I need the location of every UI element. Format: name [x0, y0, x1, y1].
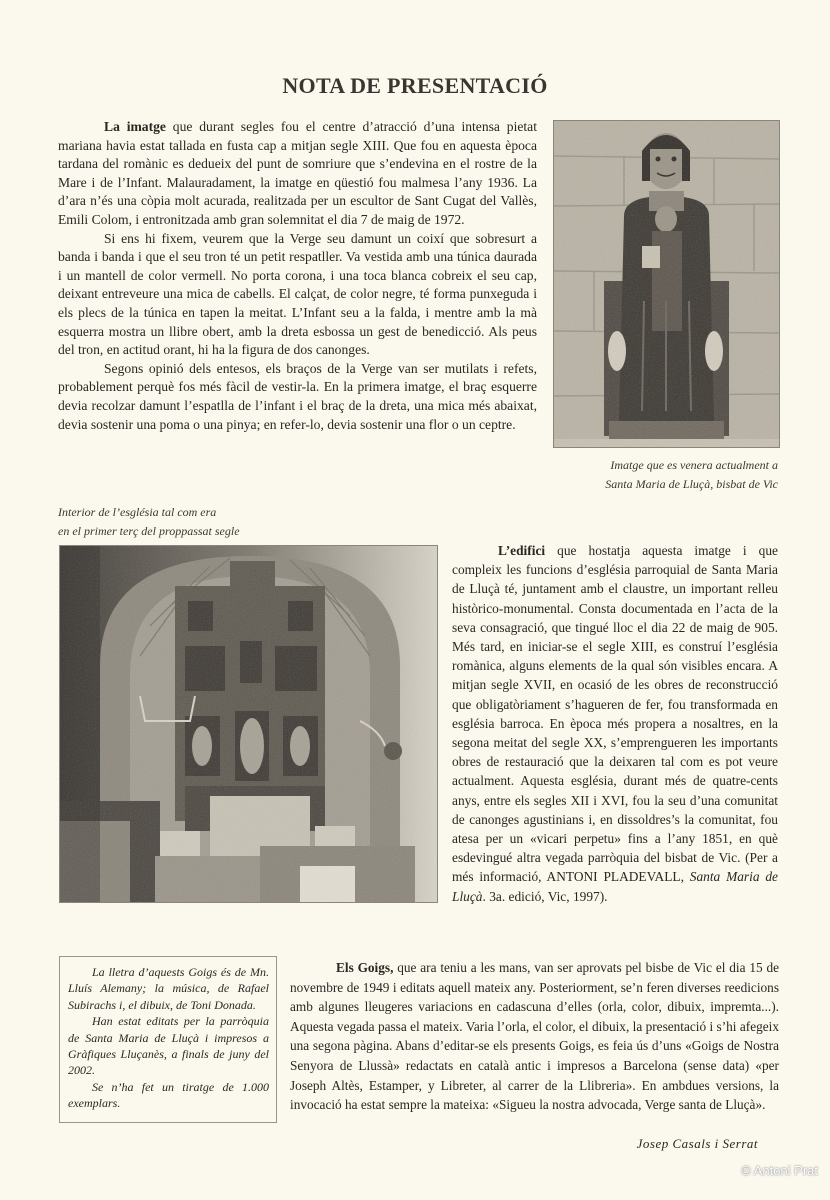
- credits-paragraph-2: Han estat editats per la parròquia de Santa Maria de Lluçà i impresos a Gràfiques Lluçanès, a finals de juny del 2002.: [68, 1014, 269, 1078]
- image-paragraph-2: Si ens hi fixem, veurem que la Verge seu damunt un coixí que sobresurt a banda i banda i que el seu tron té un petit respatller. Va vestida amb una túnica daurada i un mantell de color vermell. No porta corona, i una toca blanca cobreix el seu cap, deixant entreveure una mica de cabells. El calçat, de color negre, té forma punxeguda i els plecs de la túnica en tapen la meitat. L’Infant seu a la falda, i mentre amb la mà esquerra mostra un llibre obert, amb la dreta esbossa un gest de benedicció. Als peus del tron, en actitud orant, hi ha la figura de dos canonges.: [58, 230, 537, 358]
- lead-bold: La imatge: [104, 119, 166, 134]
- church-photo-caption: Interior de l’església tal com era en el primer terç del proppassat segle: [58, 505, 240, 538]
- church-interior-photo: [59, 545, 438, 903]
- building-paragraph: L’edifici que hostatja aquesta imatge i que compleix les funcions d’església parroquial de Santa Maria de Lluçà té, juntament amb el claustre, un important relleu històrico-monumental. Consta documentada en l’acta de la seva consagració, que tingué lloc el dia 22 de maig de 905. Més tard, en iniciar-se el segle XIII, es construí l’església romànica, alguns elements de la qual són visibles encara. A mitjan segle XVII, en ocasió de les obres de reconstrucció que obligatòriament s’hagueren de fer, fou transformada en església barroca. En època més propera a nosaltres, en la segona meitat del segle XX, s’emprengueren les importants obres de restauració que la deixaren tal com es pot veure actualment. Aquesta església, durant més de quatre-cents anys, entre els segles XII i XVI, fou la seu d’una comunitat de canonges agustinians i, en dissoldres’s la comunitat, fou atesa per un «vicari perpetu» fins a l’any 1851, en què esdevingué altra vegada parròquia del bisbat de Vic. (Per a més informació, ANTONI PLADEVALL, Santa Maria de Lluçà. 3a. edició, Vic, 1997).: [452, 543, 778, 904]
- image-section: [58, 118, 537, 434]
- copyright-watermark: © Antoni Prat: [741, 1163, 818, 1178]
- page-title: NOTA DE PRESENTACIÓ: [282, 72, 548, 98]
- lead-bold: L’edifici: [498, 543, 546, 558]
- image-paragraph-1: La imatge que durant segles fou el centre d’atracció d’una intensa pietat mariana havia estat tallada en fusta cap a mitjan segle XIII. Que fou en aquesta època tardana del romànic es dedueix del punt de somriure que s’endevina en el rostre de la Mare i de l’Infant. Malauradament, la imatge en qüestió fou malmesa l’any 1936. La d’ara n’és una còpia molt acurada, realitzada per un escultor de Sant Cugat del Vallès, Emili Colom, i entronitzada amb gran solemnitat el dia 7 de maig de 1972.: [58, 119, 537, 227]
- image-paragraph-3: Segons opinió dels entesos, els braços de la Verge van ser mutilats i refets, probablement perquè fos més fàcil de vestir-la. En la primera imatge, el braç esquerre devia recolzar damunt l’espatlla de l’infant i el braç de la dreta, una mica més abaixat, devia sostenir una poma o una pinya; en refer-lo, devia sostenir una flor o un ceptre.: [58, 360, 537, 432]
- lead-bold: Els Goigs,: [336, 960, 394, 975]
- book-title: Santa Maria de Lluçà: [452, 869, 778, 904]
- credits-box: [59, 956, 277, 1123]
- author-signature: Josep Casals i Serrat: [636, 1136, 758, 1151]
- credits-paragraph-1: La lletra d’aquests Goigs és de Mn. Lluís Alemany; la música, de Rafael Subirachs i, el dibuix, de Toni Donada.: [68, 965, 269, 1012]
- building-section: [452, 541, 778, 906]
- virgin-photo-caption: Imatge que es venera actualment a Santa Maria de Lluçà, bisbat de Vic: [605, 458, 778, 491]
- virgin-statue-photo: [553, 120, 780, 448]
- credits-paragraph-3: Se n’ha fet un tiratge de 1.000 exemplars.: [68, 1079, 269, 1111]
- goigs-section: [290, 958, 779, 1115]
- goigs-paragraph: Els Goigs, que ara teniu a les mans, van ser aprovats pel bisbe de Vic el dia 15 de novembre de 1949 i editats aquell mateix any. Posteriorment, se’n feren diverses reedicions amb algunes lleugeres variacions en cadascuna d’elles (orla, color, dibuix, impremta...). Aquesta vegada passa el mateix. Varia l’orla, el color, el dibuix, la presentació i s’hi afegeix una segona pàgina. Abans d’editar-se els presents Goigs, es feia ús d’uns «Goigs de Nostra Senyora de Llussà» redactats en català antic i impresos a Barcelona (sense data) «per Joseph Altès, Estamper, y Libreter, al carrer de la Llibreria». En ambdues versions, la invocació ha estat sempre la mateixa: «Sigueu la nostra advocada, Verge santa de Lluçà».: [290, 960, 779, 1113]
